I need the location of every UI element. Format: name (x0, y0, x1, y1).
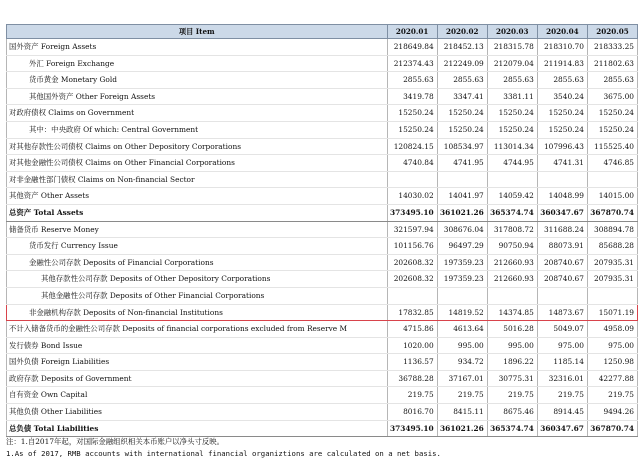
value-cell: 15250.24 (537, 121, 587, 138)
value-cell (537, 287, 587, 304)
value-cell: 2855.63 (387, 72, 437, 89)
column-header-period: 2020.03 (487, 25, 537, 39)
value-cell: 311688.24 (537, 221, 587, 238)
value-cell: 308676.04 (437, 221, 487, 238)
row-label: 对非金融性部门债权 Claims on Non-financial Sector (7, 171, 388, 188)
table-row (7, 354, 638, 371)
value-cell: 8675.46 (487, 404, 537, 421)
value-cell: 1896.22 (487, 354, 537, 371)
row-label: 总资产 Total Assets (7, 204, 388, 221)
value-cell: 202608.32 (387, 271, 437, 288)
row-label: 发行债券 Bond Issue (7, 337, 388, 354)
row-label: 其他国外资产 Other Foreign Assets (7, 88, 388, 105)
table-row (7, 55, 638, 72)
value-cell: 365374.74 (487, 204, 537, 221)
value-cell: 85688.28 (587, 238, 637, 255)
row-label: 对其他金融性公司债权 Claims on Other Financial Corporations (7, 155, 388, 172)
value-cell: 373495.10 (387, 420, 437, 437)
value-cell: 4740.84 (387, 155, 437, 172)
value-cell: 2855.63 (437, 72, 487, 89)
value-cell: 5049.07 (537, 321, 587, 338)
row-label: 货币发行 Currency Issue (7, 238, 388, 255)
table-row (7, 221, 638, 238)
row-label: 自有资金 Own Capital (7, 387, 388, 404)
value-cell: 101156.76 (387, 238, 437, 255)
value-cell: 4958.09 (587, 321, 637, 338)
highlighted-row (7, 304, 638, 321)
value-cell: 2855.63 (487, 72, 537, 89)
value-cell: 1136.57 (387, 354, 437, 371)
row-label: 非金融机构存款 Deposits of Non-financial Institutions (7, 304, 388, 321)
value-cell: 361021.26 (437, 204, 487, 221)
value-cell: 17832.85 (387, 304, 437, 321)
table-row (7, 404, 638, 421)
value-cell: 361021.26 (437, 420, 487, 437)
value-cell: 197359.23 (437, 271, 487, 288)
value-cell: 90750.94 (487, 238, 537, 255)
value-cell: 14873.67 (537, 304, 587, 321)
value-cell: 3540.24 (537, 88, 587, 105)
row-label: 储备货币 Reserve Money (7, 221, 388, 238)
row-label: 对其他存款性公司债权 Claims on Other Depository Corporations (7, 138, 388, 155)
table-row (7, 88, 638, 105)
row-label: 其中：中央政府 Of which: Central Government (7, 121, 388, 138)
value-cell (487, 287, 537, 304)
value-cell: 208740.67 (537, 254, 587, 271)
value-cell: 120824.15 (387, 138, 437, 155)
value-cell: 8415.11 (437, 404, 487, 421)
table-row (7, 171, 638, 188)
row-label: 其他资产 Other Assets (7, 188, 388, 205)
value-cell (387, 171, 437, 188)
total-row (7, 420, 638, 437)
header-row (7, 25, 638, 39)
value-cell: 8914.45 (537, 404, 587, 421)
row-label: 国外负债 Foreign Liabilities (7, 354, 388, 371)
row-label: 外汇 Foreign Exchange (7, 55, 388, 72)
value-cell: 218315.78 (487, 39, 537, 56)
column-header-period: 2020.04 (537, 25, 587, 39)
value-cell: 212079.04 (487, 55, 537, 72)
footnote-english: 1.As of 2017, RMB accounts with international financial organiztions are calculated on a net basis. (6, 449, 441, 458)
row-label: 货币黄金 Monetary Gold (7, 72, 388, 89)
value-cell: 317808.72 (487, 221, 537, 238)
value-cell: 207935.31 (587, 271, 637, 288)
value-cell: 37167.01 (437, 370, 487, 387)
value-cell: 212660.93 (487, 254, 537, 271)
table-row (7, 271, 638, 288)
value-cell: 113014.34 (487, 138, 537, 155)
column-header-period: 2020.05 (587, 25, 637, 39)
value-cell: 15250.24 (387, 121, 437, 138)
value-cell: 373495.10 (387, 204, 437, 221)
value-cell (587, 171, 637, 188)
value-cell: 96497.29 (437, 238, 487, 255)
value-cell: 15250.24 (387, 105, 437, 122)
value-cell: 4741.95 (437, 155, 487, 172)
value-cell: 212249.09 (437, 55, 487, 72)
table-row (7, 155, 638, 172)
balance-sheet-table (6, 24, 638, 437)
value-cell: 975.00 (537, 337, 587, 354)
value-cell: 4613.64 (437, 321, 487, 338)
row-label: 其他存款性公司存款 Deposits of Other Depository Corporations (7, 271, 388, 288)
value-cell: 321597.94 (387, 221, 437, 238)
value-cell: 219.75 (487, 387, 537, 404)
value-cell (587, 287, 637, 304)
value-cell: 5016.28 (487, 321, 537, 338)
value-cell: 197359.23 (437, 254, 487, 271)
value-cell: 219.75 (587, 387, 637, 404)
total-row (7, 204, 638, 221)
value-cell: 219.75 (437, 387, 487, 404)
value-cell: 367870.74 (587, 420, 637, 437)
value-cell: 3675.00 (587, 88, 637, 105)
table-row (7, 337, 638, 354)
value-cell (487, 171, 537, 188)
value-cell: 115525.40 (587, 138, 637, 155)
footnote-chinese: 注：1.自2017年起，对国际金融组织相关本币账户以净头寸反映。 (6, 437, 225, 446)
value-cell: 15250.24 (587, 105, 637, 122)
table-row (7, 287, 638, 304)
table-row (7, 39, 638, 56)
value-cell: 14015.00 (587, 188, 637, 205)
value-cell: 995.00 (487, 337, 537, 354)
table-row (7, 138, 638, 155)
value-cell: 15250.24 (487, 121, 537, 138)
value-cell: 4715.86 (387, 321, 437, 338)
value-cell: 9494.26 (587, 404, 637, 421)
value-cell: 32316.01 (537, 370, 587, 387)
value-cell: 88073.91 (537, 238, 587, 255)
value-cell: 1020.00 (387, 337, 437, 354)
value-cell: 308894.78 (587, 221, 637, 238)
value-cell: 4741.31 (537, 155, 587, 172)
value-cell: 14059.42 (487, 188, 537, 205)
table-row (7, 370, 638, 387)
row-label: 金融性公司存款 Deposits of Financial Corporations (7, 254, 388, 271)
value-cell: 218310.70 (537, 39, 587, 56)
value-cell (387, 287, 437, 304)
value-cell: 3347.41 (437, 88, 487, 105)
footnotes (6, 436, 636, 460)
balance-sheet (6, 24, 638, 437)
value-cell: 3381.11 (487, 88, 537, 105)
table-row (7, 387, 638, 404)
value-cell: 107996.43 (537, 138, 587, 155)
value-cell: 975.00 (587, 337, 637, 354)
value-cell: 367870.74 (587, 204, 637, 221)
value-cell: 42277.88 (587, 370, 637, 387)
table-body (7, 39, 638, 437)
value-cell: 212374.43 (387, 55, 437, 72)
table-row (7, 188, 638, 205)
row-label: 政府存款 Deposits of Government (7, 370, 388, 387)
table-row (7, 238, 638, 255)
column-header-item: 项目 Item (7, 25, 388, 39)
value-cell: 1250.98 (587, 354, 637, 371)
row-label: 不计入储备货币的金融性公司存款 Deposits of financial corporations excluded from Reserve M (7, 321, 388, 338)
value-cell: 219.75 (387, 387, 437, 404)
value-cell: 218452.13 (437, 39, 487, 56)
value-cell: 218333.25 (587, 39, 637, 56)
table-row (7, 321, 638, 338)
value-cell (437, 287, 487, 304)
value-cell: 360347.67 (537, 420, 587, 437)
value-cell: 208740.67 (537, 271, 587, 288)
value-cell (437, 171, 487, 188)
value-cell: 15250.24 (437, 121, 487, 138)
table-row (7, 121, 638, 138)
value-cell: 15250.24 (587, 121, 637, 138)
row-label: 对政府债权 Claims on Government (7, 105, 388, 122)
value-cell: 3419.78 (387, 88, 437, 105)
value-cell: 14030.02 (387, 188, 437, 205)
value-cell: 15250.24 (437, 105, 487, 122)
table-row (7, 72, 638, 89)
value-cell: 202608.32 (387, 254, 437, 271)
value-cell: 15250.24 (537, 105, 587, 122)
value-cell: 211802.63 (587, 55, 637, 72)
value-cell: 36788.28 (387, 370, 437, 387)
value-cell: 934.72 (437, 354, 487, 371)
column-header-period: 2020.01 (387, 25, 437, 39)
value-cell: 14041.97 (437, 188, 487, 205)
value-cell: 365374.74 (487, 420, 537, 437)
value-cell: 2855.63 (537, 72, 587, 89)
row-label: 总负债 Total Liabilities (7, 420, 388, 437)
value-cell: 4746.85 (587, 155, 637, 172)
value-cell: 15250.24 (487, 105, 537, 122)
value-cell: 211914.83 (537, 55, 587, 72)
value-cell: 212660.93 (487, 271, 537, 288)
value-cell: 15071.19 (587, 304, 637, 321)
row-label: 其他负债 Other Liabilities (7, 404, 388, 421)
value-cell: 218649.84 (387, 39, 437, 56)
value-cell: 995.00 (437, 337, 487, 354)
value-cell: 14374.85 (487, 304, 537, 321)
value-cell: 8016.70 (387, 404, 437, 421)
table-row (7, 254, 638, 271)
value-cell: 219.75 (537, 387, 587, 404)
value-cell (537, 171, 587, 188)
column-header-period: 2020.02 (437, 25, 487, 39)
value-cell: 30775.31 (487, 370, 537, 387)
value-cell: 207935.31 (587, 254, 637, 271)
row-label: 国外资产 Foreign Assets (7, 39, 388, 56)
value-cell: 14819.52 (437, 304, 487, 321)
value-cell: 4744.95 (487, 155, 537, 172)
value-cell: 14048.99 (537, 188, 587, 205)
value-cell: 108534.97 (437, 138, 487, 155)
table-row (7, 105, 638, 122)
value-cell: 1185.14 (537, 354, 587, 371)
value-cell: 360347.67 (537, 204, 587, 221)
row-label: 其他金融性公司存款 Deposits of Other Financial Corporations (7, 287, 388, 304)
value-cell: 2855.63 (587, 72, 637, 89)
